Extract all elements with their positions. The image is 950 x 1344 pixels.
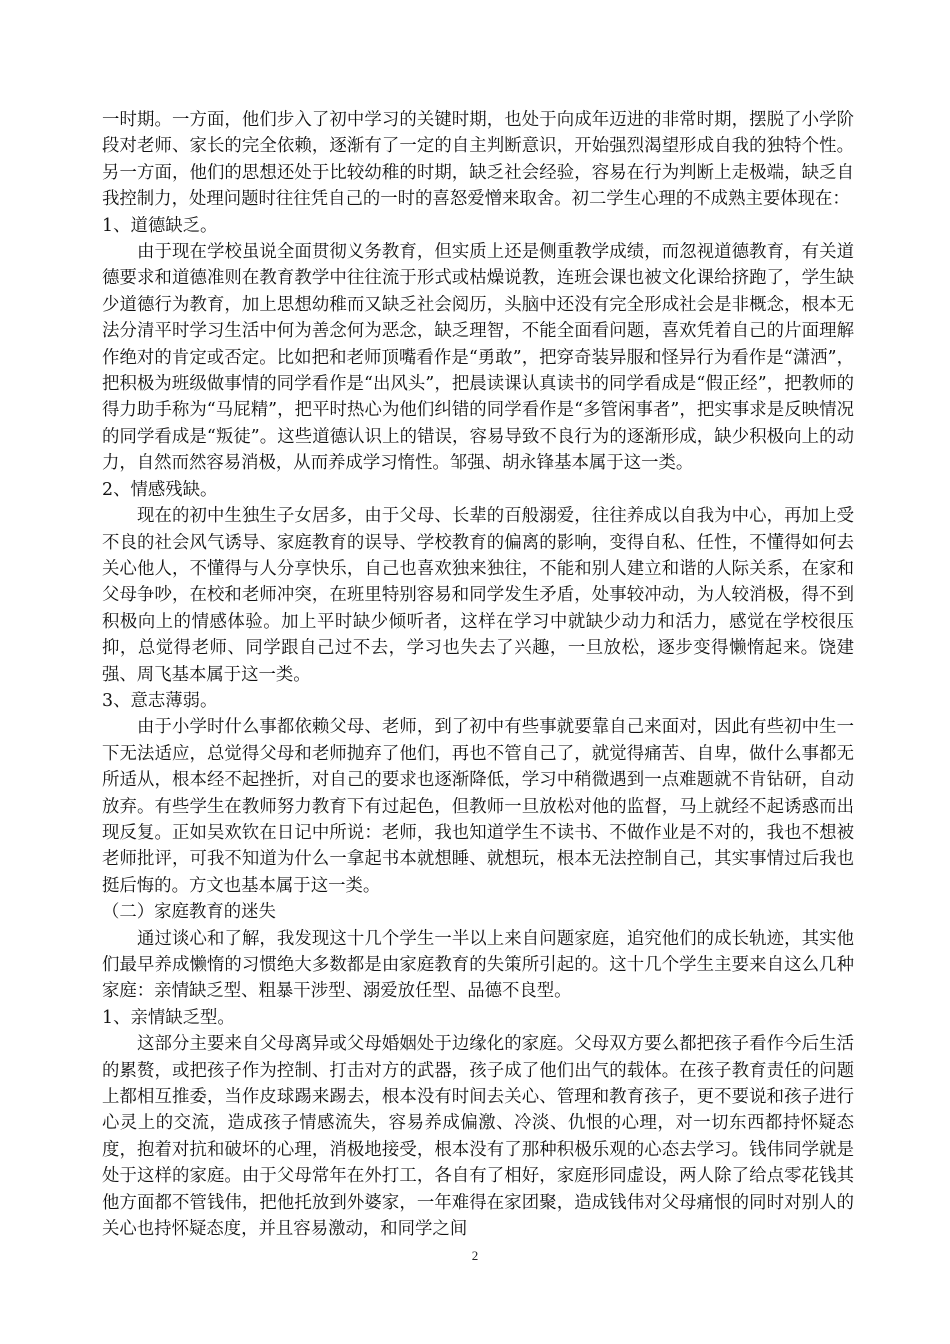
section-heading: 3、意志薄弱。 — [102, 690, 218, 711]
body-paragraph: 由于现在学校虽说全面贯彻义务教育，但实质上还是侧重教学成绩，而忽视道德教育，有关道德要求和道德准则在教育教学中往往流于形式或枯燥说教，连班会课也被文化课给挤跑了，学生缺少道德行为教育，加上思想幼稚而又缺乏社会阅历，头脑中还没有完全形成社会是非概念，根本无法分清平时学习生活中何为善念何为恶念，缺乏理智，不能全面看问题，喜欢凭着自己的片面理解作绝对的肯定或否定。比如把和老师顶嘴看作是“勇敢”，把穿奇装异服和怪异行为看作是“潇洒”，把积极为班级做事情的同学看作是“出风头”，把晨读课认真读书的同学看成是“假正经”，把教师的得力助手称为“马屁精”，把平时热心为他们纠错的同学看作是“多管闲事者”，把实事求是反映情况的同学看成是“叛徒”。这些道德认识上的错误，容易导致不良行为的逐渐形成，缺少积极向上的动力，自然而然容易消极，从而养成学习惰性。邹强、胡永锋基本属于这一类。 — [102, 242, 854, 474]
body-paragraph: 一时期。一方面，他们步入了初中学习的关键时期，也处于向成年迈进的非常时期，摆脱了小学阶段对老师、家长的完全依赖，逐渐有了一定的自主判断意识，开始强烈渴望形成自我的独特个性。另一方面，他们的思想还处于比较幼稚的时期，缺乏社会经验，容易在行为判断上走极端，缺乏自我控制力，处理问题时往往凭自己的一时的喜怒爱憎来取舍。初二学生心理的不成熟主要体现在： — [102, 110, 854, 210]
page-number: 2 — [471, 1248, 479, 1263]
section-heading: 2、情感残缺。 — [102, 479, 218, 500]
section-heading: 1、亲情缺乏型。 — [102, 1007, 235, 1028]
section-heading: 1、道德缺乏。 — [102, 215, 218, 236]
document-body — [102, 107, 854, 1242]
body-paragraph: 由于小学时什么事都依赖父母、老师，到了初中有些事就要靠自己来面对，因此有些初中生一下无法适应，总觉得父母和老师抛弃了他们，再也不管自己了，就觉得痛苦、自卑，做什么事都无所适从，根本经不起挫折，对自己的要求也逐渐降低，学习中稍微遇到一点难题就不肯钻研，自动放弃。有些学生在教师努力教育下有过起色，但教师一旦放松对他的监督，马上就经不起诱惑而出现反复。正如吴欢钦在日记中所说：老师，我也知道学生不读书、不做作业是不对的，我也不想被老师批评，可我不知道为什么一拿起书本就想睡、就想玩，根本无法控制自己，其实事情过后我也挺后悔的。方文也基本属于这一类。 — [102, 717, 854, 896]
body-paragraph: 通过谈心和了解，我发现这十几个学生一半以上来自问题家庭，追究他们的成长轨迹，其实他们最早养成懒惰的习惯绝大多数都是由家庭教育的失策所引起的。这十几个学生主要来自这么几种家庭：亲情缺乏型、粗暴干涉型、溺爱放任型、品德不良型。 — [102, 928, 854, 1002]
body-paragraph: 这部分主要来自父母离异或父母婚姻处于边缘化的家庭。父母双方要么都把孩子看作今后生活的累赘，或把孩子作为控制、打击对方的武器，孩子成了他们出气的载体。在孩子教育责任的问题上都相互推委，当作皮球踢来踢去，根本没有时间去关心、管理和教育孩子，更不要说和孩子进行心灵上的交流，造成孩子情感流失，容易养成偏激、冷淡、仇恨的心理，对一切东西都持怀疑态度，抱着对抗和破坏的心理，消极地接受，根本没有了那种积极乐观的心态去学习。钱伟同学就是处于这样的家庭。由于父母常年在外打工，各自有了相好，家庭形同虚设，两人除了给点零花钱其他方面都不管钱伟，把他托放到外婆家，一年难得在家团聚，造成钱伟对父母痛恨的同时对别人的关心也持怀疑态度，并且容易激动，和同学之间 — [102, 1034, 854, 1240]
section-heading: （二）家庭教育的迷失 — [102, 902, 276, 923]
body-paragraph: 现在的初中生独生子女居多，由于父母、长辈的百般溺爱，往往养成以自我为中心，再加上受不良的社会风气诱导、家庭教育的误导、学校教育的偏离的影响，变得自私、任性，不懂得如何去关心他人，不懂得与人分享快乐，自己也喜欢独来独往，不能和别人建立和谐的人际关系，在家和父母争吵，在校和老师冲突，在班里特别容易和同学发生矛盾，处事较冲动，为人较消极，得不到积极向上的情感体验。加上平时缺少倾听者，这样在学习中就缺少动力和活力，感觉在学校很压抑，总觉得老师、同学跟自己过不去，学习也失去了兴趣，一旦放松，逐步变得懒惰起来。饶建强、周飞基本属于这一类。 — [102, 506, 854, 685]
